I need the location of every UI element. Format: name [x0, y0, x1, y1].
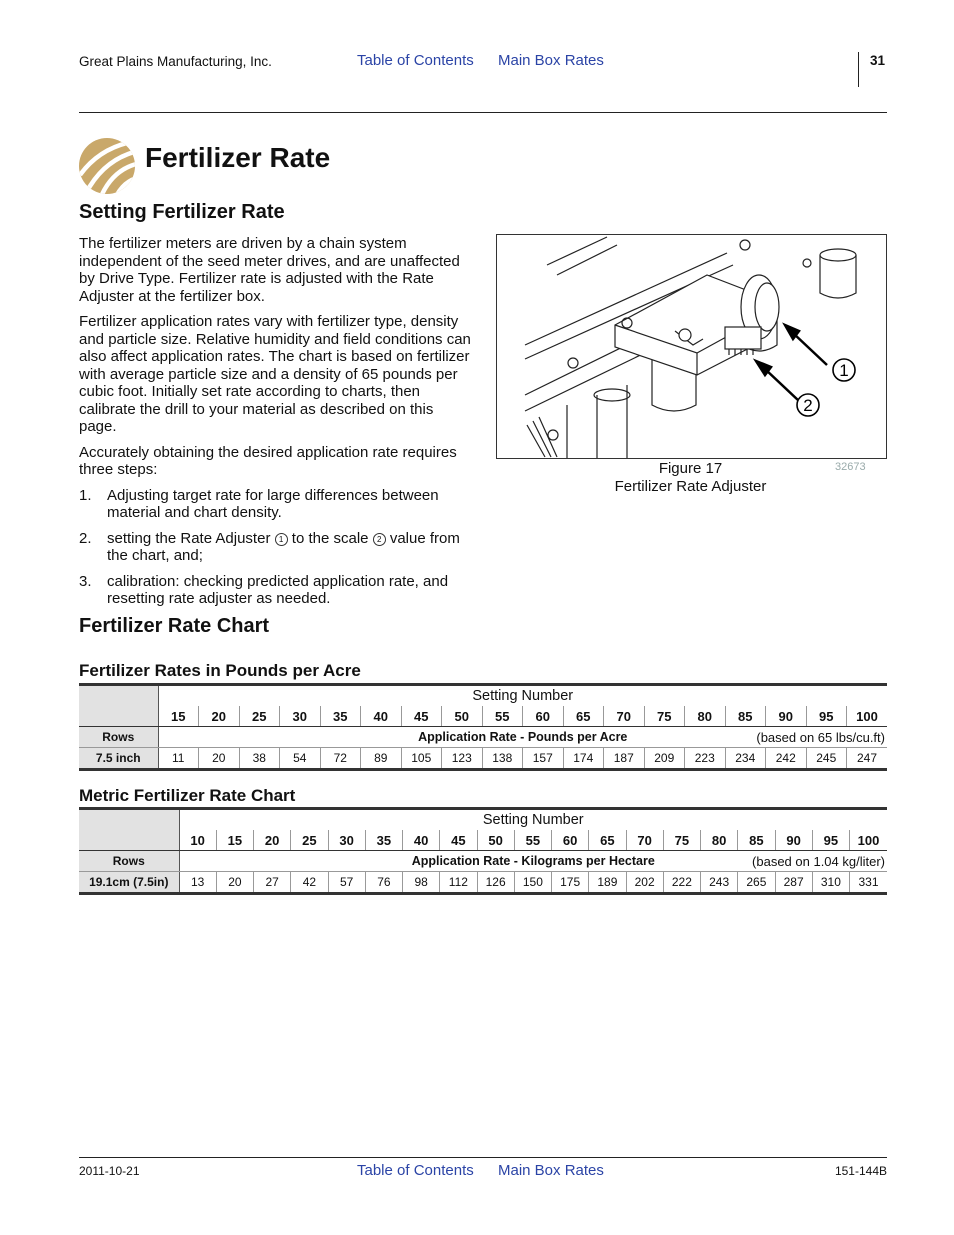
rate-value-cell: 89: [361, 748, 402, 770]
rate-value-cell: 20: [199, 748, 240, 770]
rate-value-cell: 105: [401, 748, 442, 770]
application-rate-label: Application Rate - Kilograms per Hectare (based on 1.04 kg/liter): [179, 851, 887, 872]
setting-number-cell: 95: [806, 706, 847, 727]
rate-value-cell: 189: [589, 872, 626, 894]
list-item: 1. Adjusting target rate for large differences between material and chart density.: [79, 486, 439, 521]
rows-label: Rows: [79, 727, 158, 748]
section-heading-setting: Setting Fertilizer Rate: [79, 201, 285, 223]
rate-value-cell: 150: [514, 872, 551, 894]
table-row: [79, 872, 887, 894]
figure-rate-adjuster: [496, 234, 887, 459]
setting-number-label: Setting Number: [472, 688, 574, 704]
callout-1-marker: 1: [275, 533, 288, 546]
rate-value-cell: 174: [563, 748, 604, 770]
paragraph: Fertilizer application rates vary with fertilizer type, density and particle size. Relative humidity and field conditions can also affect application rates. The chart is based on fertilizer with average particle size and a density of 65 pounds per cubic foot. Initially set rate according to charts, then calibrate the drill to your material as described on this page.: [79, 313, 471, 435]
setting-number-cell: 60: [552, 830, 589, 851]
rate-value-cell: 76: [365, 872, 402, 894]
setting-number-cell: 55: [514, 830, 551, 851]
section-heading-chart: Fertilizer Rate Chart: [79, 615, 270, 637]
company-name: Great Plains Manufacturing, Inc.: [79, 54, 272, 69]
rate-value-cell: 223: [685, 748, 726, 770]
footer-main-box-rates-link[interactable]: Main Box Rates: [498, 1162, 604, 1179]
setting-number-cell: 40: [361, 706, 402, 727]
table-row: [79, 748, 887, 770]
figure-code: 32673: [835, 461, 866, 473]
row-label: 7.5 inch: [79, 748, 158, 770]
setting-number-cell: 95: [812, 830, 849, 851]
section-body: [79, 235, 471, 616]
setting-number-cell: 20: [199, 706, 240, 727]
settings-row: [79, 830, 887, 851]
rate-value-cell: 247: [847, 748, 888, 770]
setting-number-cell: 60: [523, 706, 564, 727]
setting-number-cell: 15: [216, 830, 253, 851]
setting-number-cell: 65: [563, 706, 604, 727]
rate-value-cell: 310: [812, 872, 849, 894]
setting-number-cell: 45: [401, 706, 442, 727]
rate-value-cell: 202: [626, 872, 663, 894]
setting-number-cell: 75: [644, 706, 685, 727]
rate-value-cell: 222: [663, 872, 700, 894]
setting-number-cell: 80: [685, 706, 726, 727]
setting-number-cell: 35: [320, 706, 361, 727]
setting-number-cell: 65: [589, 830, 626, 851]
table-metric: [79, 807, 887, 895]
setting-number-cell: 100: [850, 830, 888, 851]
setting-number-cell: 30: [280, 706, 321, 727]
rate-value-cell: 175: [552, 872, 589, 894]
rate-value-cell: 20: [216, 872, 253, 894]
setting-number-cell: 25: [291, 830, 328, 851]
rate-value-cell: 245: [806, 748, 847, 770]
setting-number-cell: 50: [477, 830, 514, 851]
rate-value-cell: 57: [328, 872, 365, 894]
rate-value-cell: 112: [440, 872, 477, 894]
corner-cell: [79, 809, 179, 851]
list-item: 2. setting the Rate Adjuster 1 to the scale 2 value from the chart, and;: [79, 529, 460, 564]
setting-number-cell: 85: [725, 706, 766, 727]
rate-value-cell: 42: [291, 872, 328, 894]
rate-value-cell: 287: [775, 872, 812, 894]
rate-value-cell: 72: [320, 748, 361, 770]
setting-number-cell: 90: [775, 830, 812, 851]
rate-value-cell: 265: [738, 872, 775, 894]
page-title: Fertilizer Rate: [145, 142, 331, 173]
callout-2: 2: [803, 396, 813, 415]
table-metric-heading: Metric Fertilizer Rate Chart: [79, 786, 296, 805]
setting-number-cell: 70: [626, 830, 663, 851]
setting-number-cell: 30: [328, 830, 365, 851]
main-box-rates-link[interactable]: Main Box Rates: [498, 52, 604, 69]
table-lbs: [79, 683, 887, 771]
callout-2-marker: 2: [373, 533, 386, 546]
rate-value-cell: 126: [477, 872, 514, 894]
setting-number-cell: 25: [239, 706, 280, 727]
row-label: 19.1cm (7.5in): [79, 872, 179, 894]
list-item: 3. calibration: checking predicted application rate, and resetting rate adjuster as needed.: [79, 572, 449, 607]
settings-row: [79, 706, 887, 727]
rows-label: Rows: [79, 851, 179, 872]
setting-number-cell: 20: [254, 830, 291, 851]
application-rate-label: Application Rate - Pounds per Acre (based on 65 lbs/cu.ft): [158, 727, 887, 748]
setting-number-cell: 50: [442, 706, 483, 727]
rate-value-cell: 13: [190, 875, 205, 889]
header-divider: [858, 52, 859, 87]
rate-value-cell: 98: [403, 872, 440, 894]
paragraph: Accurately obtaining the desired application rate requires three steps:: [79, 443, 457, 478]
callout-1: 1: [839, 361, 849, 380]
setting-number-cell: 70: [604, 706, 645, 727]
rate-value-cell: 209: [644, 748, 685, 770]
table-lbs-heading: Fertilizer Rates in Pounds per Acre: [79, 661, 361, 680]
rate-value-cell: 38: [239, 748, 280, 770]
setting-number-label: Setting Number: [482, 812, 584, 828]
figure-caption: [496, 460, 885, 495]
setting-number-cell: 10: [179, 830, 216, 851]
header-rule: [79, 112, 887, 113]
figure-title: Fertilizer Rate Adjuster: [614, 477, 767, 495]
basis-note: (based on 1.04 kg/liter): [752, 854, 885, 869]
wheat-logo-icon: [78, 137, 136, 200]
setting-number-cell: 40: [403, 830, 440, 851]
page-number: 31: [870, 53, 886, 68]
toc-link[interactable]: Table of Contents: [357, 52, 474, 69]
setting-number-cell: 75: [663, 830, 700, 851]
rate-value-cell: 27: [254, 872, 291, 894]
rate-value-cell: 187: [604, 748, 645, 770]
rate-value-cell: 138: [482, 748, 523, 770]
rate-value-cell: 242: [766, 748, 807, 770]
basis-note: (based on 65 lbs/cu.ft): [756, 730, 885, 745]
setting-number-cell: 35: [365, 830, 402, 851]
footer-toc-link[interactable]: Table of Contents: [357, 1162, 474, 1179]
setting-number-cell: 100: [847, 706, 888, 727]
footer-doc-number: 151-144B: [834, 1164, 887, 1178]
figure-number: Figure 17: [658, 460, 723, 477]
corner-cell: [79, 685, 158, 727]
rate-adjuster-drawing: [497, 235, 886, 458]
rate-value-cell: 331: [850, 872, 888, 894]
setting-number-cell: 55: [482, 706, 523, 727]
footer-rule: [79, 1157, 887, 1158]
rate-value-cell: 11: [172, 751, 185, 765]
paragraph: The fertilizer meters are driven by a chain system independent of the seed meter drives, and are unaffected by Drive Type. Fertilizer rate is adjusted with the Rate Adjuster at the fertilizer box.: [79, 235, 460, 305]
rate-value-cell: 54: [280, 748, 321, 770]
setting-number-cell: 15: [158, 706, 199, 727]
setting-number-cell: 85: [738, 830, 775, 851]
rate-value-cell: 157: [523, 748, 564, 770]
setting-number-cell: 45: [440, 830, 477, 851]
setting-number-cell: 90: [766, 706, 807, 727]
setting-number-cell: 80: [701, 830, 738, 851]
rate-value-cell: 123: [442, 748, 483, 770]
footer-date: 2011-10-21: [79, 1164, 140, 1178]
rate-value-cell: 234: [725, 748, 766, 770]
rate-value-cell: 243: [701, 872, 738, 894]
